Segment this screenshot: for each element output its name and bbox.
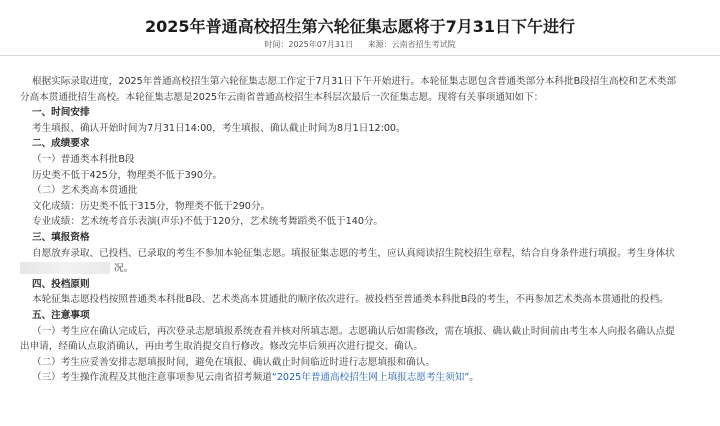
article-body — [20, 74, 710, 386]
section-heading-admission-principle: 四、投档原则 — [32, 278, 90, 290]
eligibility-text-tail: 况。 — [114, 263, 134, 275]
scores-art-major-text: 专业成绩：艺术统考音乐表演(声乐)不低于120分，艺术统考舞蹈类不低于140分。 — [32, 216, 384, 228]
notes-item-1-line-2: 出申请，经确认点取消确认，再由考生取消提交自行修改。修改完毕后须再次进行提交、确认。 — [20, 341, 423, 353]
scores-subheading-art: （二）艺术类高本贯通批 — [32, 185, 138, 197]
article-meta — [0, 39, 720, 50]
section-heading-eligibility: 三、填报资格 — [32, 231, 90, 243]
admission-principle-text: 本轮征集志愿投档按照普通类本科批B段、艺术类高本贯通批的顺序依次进行。被投档至普通类本科批B段的考生，不再参加艺术类高本贯通批的投档。 — [32, 294, 669, 306]
notes-item-2: （二）考生应妥善安排志愿填报时间，避免在填报、确认截止时间临近时进行志愿填报和确认。 — [32, 356, 435, 368]
publish-time: 时间：2025年07月31日 — [264, 40, 354, 49]
schedule-text: 考生填报、确认开始时间为7月31日14:00，考生填报、确认截止时间为8月1日12:00。 — [32, 122, 406, 134]
candidate-guide-link[interactable]: “2025年普通高校招生网上填报志愿考生须知” — [271, 372, 470, 384]
section-heading-scores: 二、成绩要求 — [32, 138, 90, 150]
blurred-text-region — [20, 262, 110, 274]
intro-paragraph-line-2: 分高本贯通批招生高校。本轮征集志愿是2025年云南省普通高校招生本科层次最后一次征集志愿。现将有关事项通知如下： — [20, 91, 544, 103]
scores-subheading-general: （一）普通类本科批B段 — [32, 153, 135, 165]
eligibility-text-line-2 — [20, 261, 710, 277]
notes-item-1-line-1: （一）考生应在确认完成后，再次登录志愿填报系统查看并核对所填志愿。志愿确认后如需修改，需在填报、确认截止时间前由考生本人向报名确认点提 — [32, 325, 675, 337]
header-divider — [0, 55, 720, 56]
section-heading-schedule: 一、时间安排 — [32, 107, 90, 119]
notes-item-3-end: 。 — [469, 372, 479, 384]
section-heading-notes: 五、注意事项 — [32, 309, 90, 321]
notes-item-3 — [20, 370, 710, 386]
eligibility-text-line-1: 自愿放弃录取、已投档、已录取的考生不参加本轮征集志愿。填报征集志愿的考生，应认真阅读招生院校招生章程，结合自身条件进行填报。考生身体状 — [32, 247, 675, 259]
notes-item-3-text: （三）考生操作流程及其他注意事项参见云南省招考频道 — [32, 372, 272, 384]
article-source: 来源：云南省招生考试院 — [367, 40, 456, 49]
scores-general-text: 历史类不低于425分，物理类不低于390分。 — [32, 169, 223, 181]
article-title: 2025年普通高校招生第六轮征集志愿将于7月31日下午进行 — [145, 17, 575, 36]
scores-art-culture-text: 文化成绩：历史类不低于315分，物理类不低于290分。 — [32, 200, 271, 212]
intro-paragraph-line-1: 根据实际录取进度，2025年普通高校招生第六轮征集志愿工作定于7月31日下午开始进行。本轮征集志愿包含普通类部分本科批B段招生高校和艺术类部 — [32, 76, 677, 87]
